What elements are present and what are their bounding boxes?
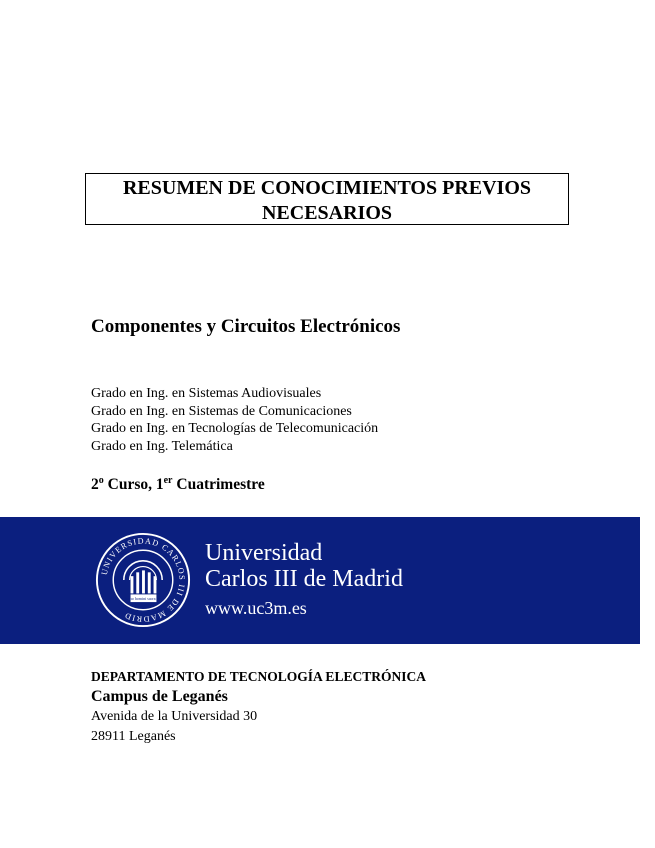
- seal-motto: homo homini sacra res: [124, 596, 162, 602]
- degree-item: Grado en Ing. en Tecnologías de Telecomunicación: [91, 421, 379, 436]
- university-name-block: [205, 540, 403, 618]
- seal-ring-text: UNIVERSIDAD CARLOS III DE MADRID: [99, 536, 187, 624]
- year-word: Curso, 1: [103, 476, 164, 493]
- year-number: 2: [91, 476, 99, 493]
- degree-item: Grado en Ing. Telemática: [91, 438, 233, 454]
- document-title-line-2: NECESARIOS: [261, 202, 393, 224]
- term-superscript: er: [163, 475, 173, 486]
- degree-item: Grado en Ing. en Sistemas de Comunicaciones: [91, 403, 352, 419]
- campus-name: Campus de Leganés: [91, 688, 228, 705]
- department-address: Avenida de la Universidad 30: [91, 709, 258, 724]
- university-website: www.uc3m.es: [205, 598, 307, 618]
- year-superscript: o: [98, 475, 104, 486]
- department-city: 28911 Leganés: [91, 729, 176, 744]
- department-block: [91, 668, 426, 747]
- degree-list: [91, 385, 378, 455]
- document-title-box: [85, 173, 569, 225]
- department-name: DEPARTAMENTO DE TECNOLOGÍA ELECTRÓNICA: [91, 669, 426, 684]
- course-title: Componentes y Circuitos Electrónicos: [91, 316, 401, 337]
- term-word: Cuatrimestre: [172, 476, 265, 493]
- document-title-line-1: RESUMEN DE CONOCIMIENTOS PREVIOS: [122, 177, 532, 199]
- university-name-line-2: Carlos III de Madrid: [205, 566, 403, 592]
- university-seal-logo: [95, 532, 191, 628]
- university-name-line-1: Universidad: [205, 540, 323, 566]
- course-semester: [91, 476, 265, 494]
- degree-item: Grado en Ing. en Sistemas Audiovisuales: [91, 386, 322, 401]
